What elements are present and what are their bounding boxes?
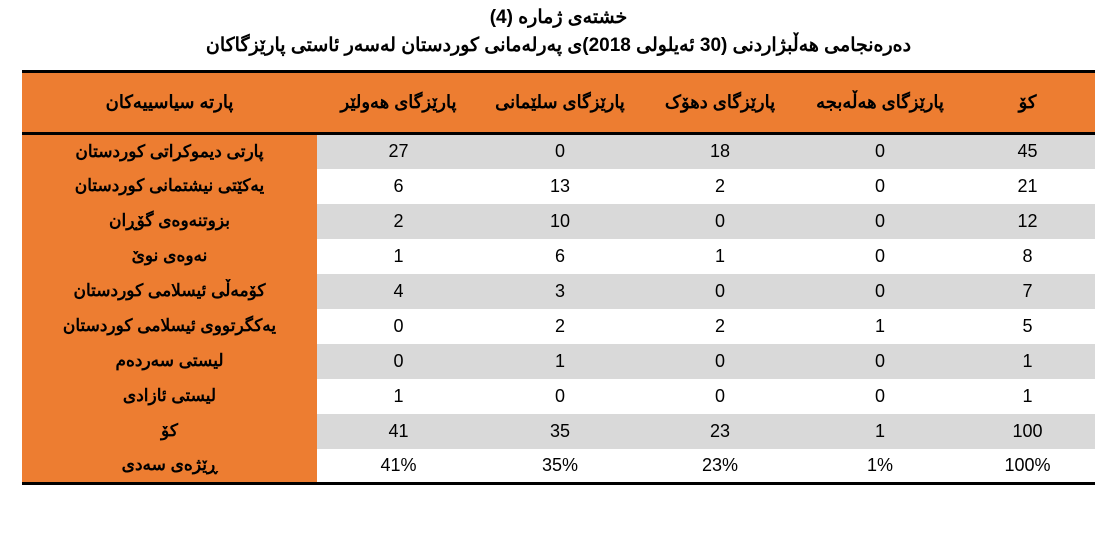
cell-halabja: 0 [800,169,960,204]
cell-duhok: 0 [640,379,800,414]
column-header-erbil: پارێزگای هەولێر [340,92,457,112]
cell-duhok: 23 [640,414,800,449]
cell-sulaymaniyah: 35% [480,449,640,484]
cell-duhok: 2 [640,169,800,204]
cell-total: 100 [960,414,1095,449]
cell-duhok: 0 [640,274,800,309]
cell-erbil: 41% [317,449,480,484]
cell-sulaymaniyah: 35 [480,414,640,449]
cell-duhok: 2 [640,309,800,344]
cell-halabja: 1 [800,414,960,449]
cell-party: یەکێتی نیشتمانی کوردستان [22,169,317,204]
cell-party: ڕێژەی سەدی [22,449,317,484]
cell-duhok: 0 [640,204,800,239]
election-results-table [22,70,1095,485]
column-header-total: کۆ [1018,92,1037,112]
column-header-duhok: پارێزگای دهۆک [664,92,776,112]
cell-party: پارتی دیموکراتی کوردستان [22,134,317,169]
cell-total: 7 [960,274,1095,309]
cell-total: 5 [960,309,1095,344]
table-row-percent [22,449,1095,484]
cell-halabja: 0 [800,134,960,169]
cell-halabja: 0 [800,239,960,274]
title-line-2: دەرەنجامی هەڵبژاردنی (30 ئەیلولی 2018)ی پەرلەمانی کوردستان لەسەر ئاستی پارێزگاکان [205,35,912,56]
cell-party: لیستی ئازادی [22,379,317,414]
title-line-1: خشتەی ژمارە (4) [489,7,628,28]
table-row [22,309,1095,344]
cell-halabja: 0 [800,344,960,379]
cell-erbil: 2 [317,204,480,239]
cell-halabja: 0 [800,379,960,414]
cell-duhok: 18 [640,134,800,169]
cell-sulaymaniyah: 2 [480,309,640,344]
cell-party: کۆمەڵی ئیسلامی کوردستان [22,274,317,309]
table-body [22,134,1095,484]
cell-halabja: 1 [800,309,960,344]
cell-total: 45 [960,134,1095,169]
table-row [22,274,1095,309]
cell-halabja: 0 [800,274,960,309]
cell-erbil: 0 [317,344,480,379]
cell-halabja: 0 [800,204,960,239]
cell-sulaymaniyah: 0 [480,134,640,169]
table-row [22,344,1095,379]
table-row-total [22,414,1095,449]
column-header-sulaymaniyah: پارێزگای سلێمانی [495,92,625,112]
cell-halabja: 1% [800,449,960,484]
header-row [22,72,1095,134]
cell-erbil: 1 [317,239,480,274]
table-header [22,72,1095,134]
cell-party: کۆ [22,414,317,449]
cell-duhok: 23% [640,449,800,484]
cell-party: یەکگرتووی ئیسلامی کوردستان [22,309,317,344]
cell-sulaymaniyah: 10 [480,204,640,239]
cell-total: 1 [960,344,1095,379]
cell-erbil: 27 [317,134,480,169]
cell-total: 100% [960,449,1095,484]
cell-erbil: 4 [317,274,480,309]
cell-sulaymaniyah: 6 [480,239,640,274]
cell-sulaymaniyah: 3 [480,274,640,309]
cell-erbil: 1 [317,379,480,414]
cell-sulaymaniyah: 1 [480,344,640,379]
cell-total: 1 [960,379,1095,414]
column-header-party: پارتە سیاسییەکان [105,92,234,112]
cell-sulaymaniyah: 13 [480,169,640,204]
page-title [0,0,1117,60]
table-row [22,204,1095,239]
cell-party: لیستی سەردەم [22,344,317,379]
cell-erbil: 6 [317,169,480,204]
table-row [22,169,1095,204]
table-row [22,239,1095,274]
cell-party: بزوتنەوەی گۆڕان [22,204,317,239]
cell-erbil: 41 [317,414,480,449]
cell-erbil: 0 [317,309,480,344]
cell-total: 12 [960,204,1095,239]
cell-sulaymaniyah: 0 [480,379,640,414]
table-row [22,379,1095,414]
cell-duhok: 0 [640,344,800,379]
table-row [22,134,1095,169]
column-header-halabja: پارێزگای هەڵەبجە [816,92,944,112]
cell-total: 21 [960,169,1095,204]
cell-duhok: 1 [640,239,800,274]
cell-total: 8 [960,239,1095,274]
cell-party: نەوەی نوێ [22,239,317,274]
